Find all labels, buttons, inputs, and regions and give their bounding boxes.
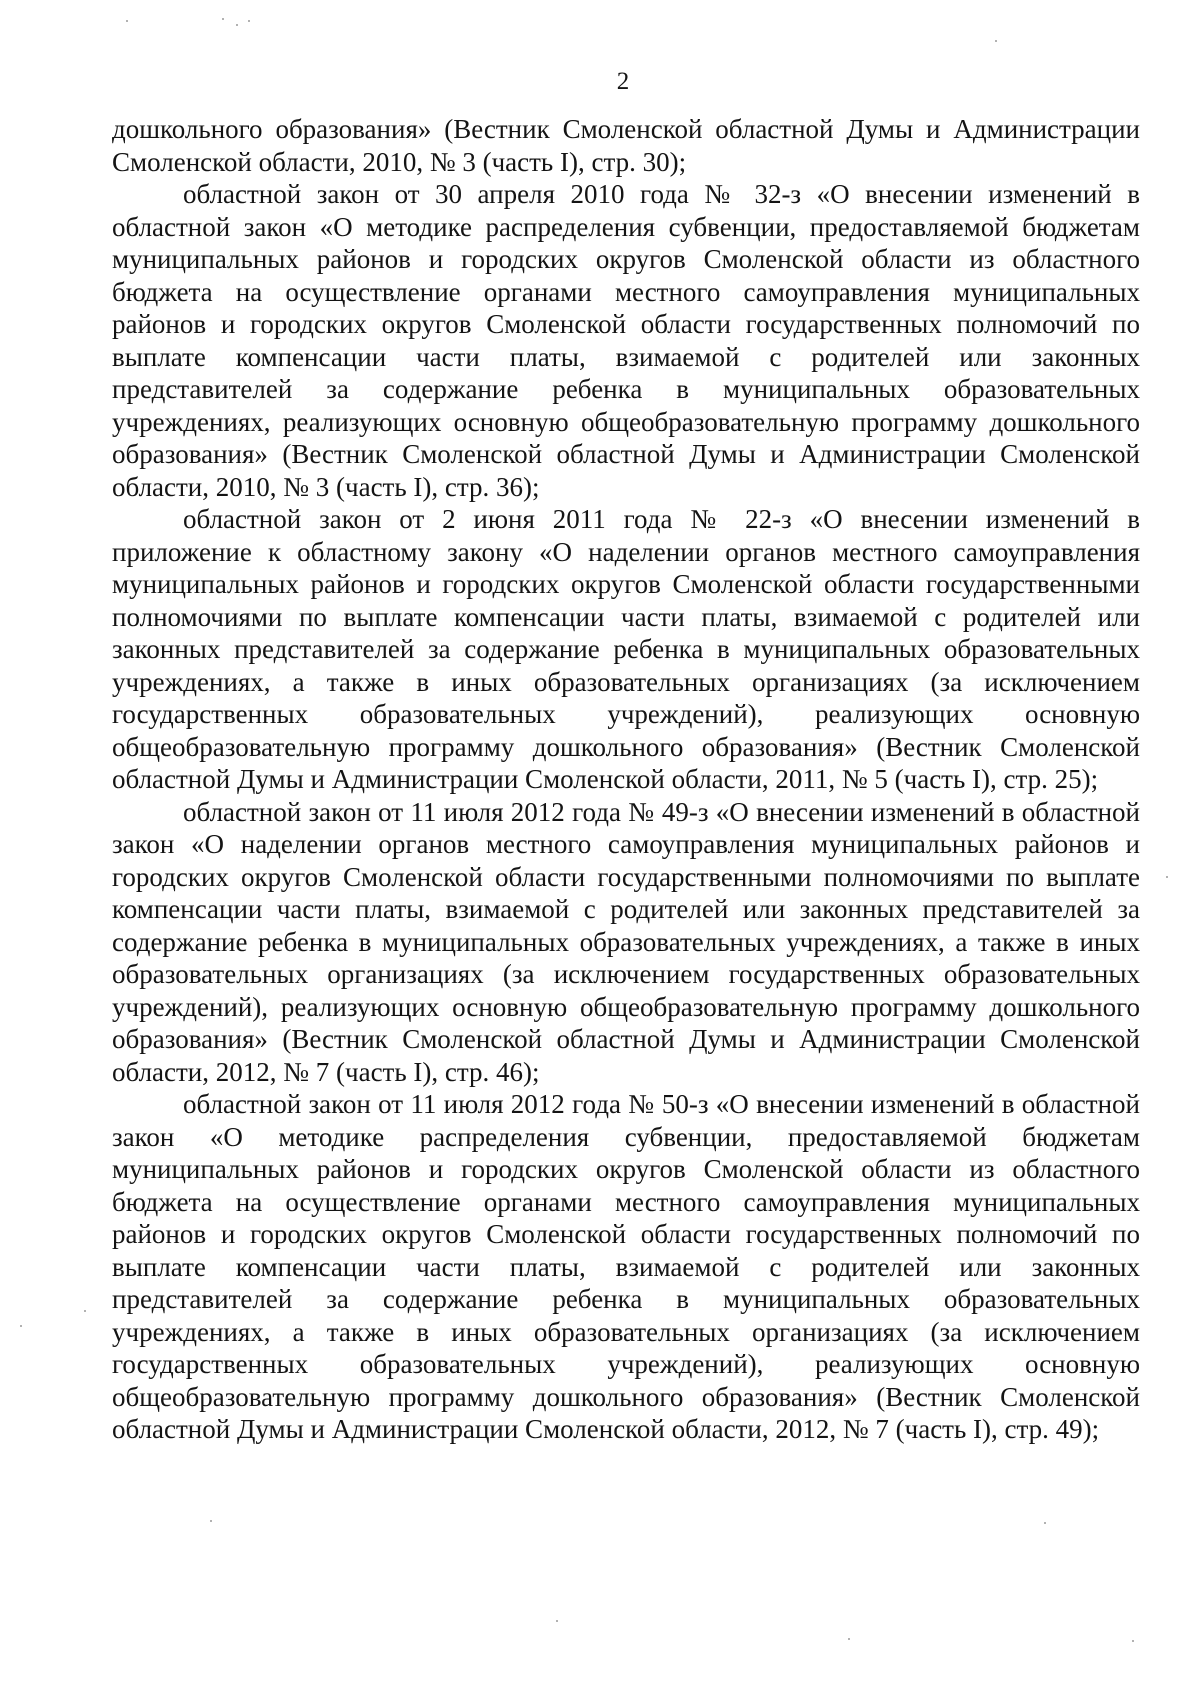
paragraph-law-50-z: областной закон от 11 июля 2012 года № 50-з «О внесении изменений в областной закон «О методике распределения субвенции, предоставляемой бюджетам муниципальных районов и городских округов Смоленской области из областного бюджета на осуществление органами местного самоуправления муниципальных районов и городских округов Смоленской области государственных полномочий по выплате компенсации части платы, взимаемой с родителей или законных представителей за содержание ребенка в муниципальных образовательных учреждениях, а также в иных образовательных организациях (за исключением государственных образовательных учреждений), реализующих основную общеобразовательную программу дошкольного образования» (Вестник Смоленской областной Думы и Администрации Смоленской области, 2012, № 7 (часть I), стр. 49); — [112, 1089, 1140, 1444]
scan-speck — [1132, 1640, 1134, 1642]
page-number: 2 — [616, 68, 630, 95]
scan-speck — [848, 1638, 850, 1640]
scan-speck — [84, 1310, 86, 1312]
scan-speck — [236, 24, 238, 26]
scan-speck — [1044, 1522, 1046, 1524]
paragraph-law-22-z: областной закон от 2 июня 2011 года № 22-з «О внесении изменений в приложение к областному закону «О наделении органов местного самоуправления муниципальных районов и городских округов Смоленской области государственными полномочиями по выплате компенсации части платы, взимаемой с родителей или законных представителей за содержание ребенка в муниципальных образовательных учреждениях, а также в иных образовательных организациях (за исключением государственных образовательных учреждений), реализующих основную общеобразовательную программу дошкольного образования» (Вестник Смоленской областной Думы и Администрации Смоленской области, 2011, № 5 (часть I), стр. 25); — [112, 504, 1140, 794]
scan-speck — [210, 1520, 212, 1522]
scan-speck — [248, 20, 250, 22]
paragraph-law-49-z: областной закон от 11 июля 2012 года № 49-з «О внесении изменений в областной закон «О наделении органов местного самоуправления муниципальных районов и городских округов Смоленской области государственными полномочиями по выплате компенсации части платы, взимаемой с родителей или законных представителей за содержание ребенка в муниципальных образовательных учреждениях, а также в иных образовательных организациях (за исключением государственных образовательных учреждений), реализующих основную общеобразовательную программу дошкольного образования» (Вестник Смоленской областной Думы и Администрации Смоленской области, 2012, № 7 (часть I), стр. 46); — [112, 796, 1140, 1087]
scan-speck — [1166, 876, 1168, 878]
scan-speck — [995, 40, 997, 42]
paragraph-continuation: дошкольного образования» (Вестник Смоленской областной Думы и Администрации Смоленской области, 2010, № 3 (часть I), стр. 30); — [112, 114, 1140, 177]
scan-speck — [126, 20, 128, 22]
scan-speck — [556, 1620, 558, 1622]
document-body — [112, 113, 1140, 1446]
scan-speck — [222, 18, 224, 20]
scan-speck — [20, 1325, 22, 1327]
paragraph-law-32-z: областной закон от 30 апреля 2010 года № 32-з «О внесении изменений в областной закон «О методике распределения субвенции, предоставляемой бюджетам муниципальных районов и городских округов Смоленской области из областного бюджета на осуществление органами местного самоуправления муниципальных районов и городских округов Смоленской области государственных полномочий по выплате компенсации части платы, взимаемой с родителей или законных представителей за содержание ребенка в муниципальных образовательных учреждениях, реализующих основную общеобразовательную программу дошкольного образования» (Вестник Смоленской областной Думы и Администрации Смоленской области, 2010, № 3 (часть I), стр. 36); — [112, 179, 1140, 502]
